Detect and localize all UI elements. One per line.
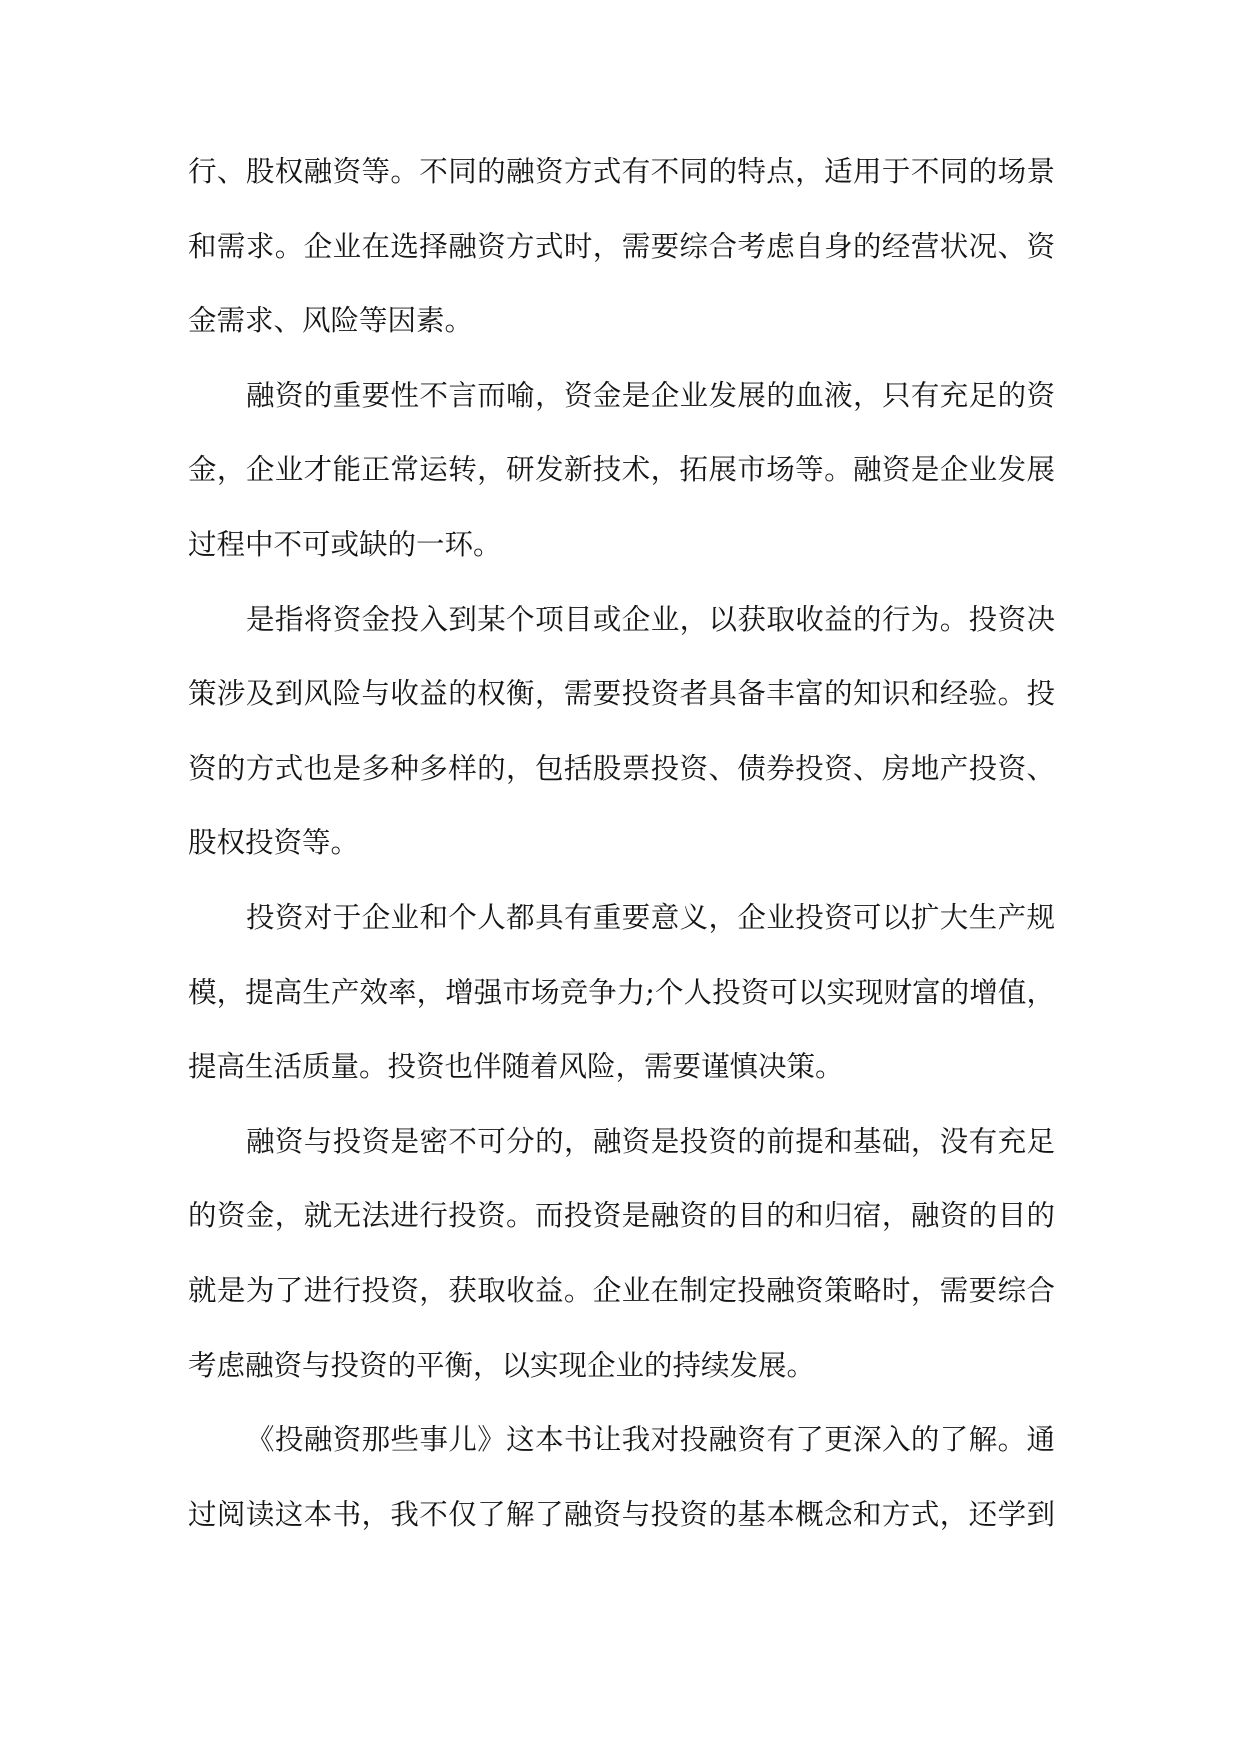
text-line: 《投融资那些事儿》这本书让我对投融资有了更深入的了解。通 <box>246 1423 1055 1457</box>
text-line: 就是为了进行投资，获取收益。企业在制定投融资策略时，需要综合 <box>188 1273 1055 1307</box>
paragraph-4 <box>188 881 1055 1105</box>
text-line: 策涉及到风险与收益的权衡，需要投资者具备丰富的知识和经验。投 <box>188 677 1055 711</box>
paragraph-3 <box>188 583 1055 881</box>
text-line: 融资与投资是密不可分的，融资是投资的前提和基础，没有充足 <box>246 1124 1055 1158</box>
text-line: 过阅读这本书，我不仅了解了融资与投资的基本概念和方式，还学到 <box>188 1497 1055 1531</box>
paragraph-5 <box>188 1105 1055 1403</box>
text-line: 金需求、风险等因素。 <box>188 304 474 338</box>
text-line: 考虑融资与投资的平衡，以实现企业的持续发展。 <box>188 1348 816 1382</box>
text-line: 过程中不可或缺的一环。 <box>188 527 502 561</box>
paragraph-6 <box>188 1403 1055 1552</box>
text-line: 的资金，就无法进行投资。而投资是融资的目的和归宿，融资的目的 <box>188 1199 1055 1233</box>
text-line: 融资的重要性不言而喻，资金是企业发展的血液，只有充足的资 <box>246 378 1055 412</box>
text-line: 股权投资等。 <box>188 826 360 860</box>
paragraph-2 <box>188 359 1055 583</box>
text-line: 模，提高生产效率，增强市场竞争力;个人投资可以实现财富的增值， <box>188 975 1055 1009</box>
text-line: 金，企业才能正常运转，研发新技术，拓展市场等。融资是企业发展 <box>188 453 1055 487</box>
paragraph-1 <box>188 135 1055 359</box>
text-line: 投资对于企业和个人都具有重要意义，企业投资可以扩大生产规 <box>246 900 1055 934</box>
text-line: 行、股权融资等。不同的融资方式有不同的特点，适用于不同的场景 <box>188 155 1055 188</box>
text-line: 是指将资金投入到某个项目或企业，以获取收益的行为。投资决 <box>246 602 1055 636</box>
text-line: 和需求。企业在选择融资方式时，需要综合考虑自身的经营状况、资 <box>188 229 1055 263</box>
text-line: 资的方式也是多种多样的，包括股票投资、债券投资、房地产投资、 <box>188 751 1055 785</box>
document-body <box>188 135 1055 1552</box>
text-line: 提高生活质量。投资也伴随着风险，需要谨慎决策。 <box>188 1050 844 1084</box>
